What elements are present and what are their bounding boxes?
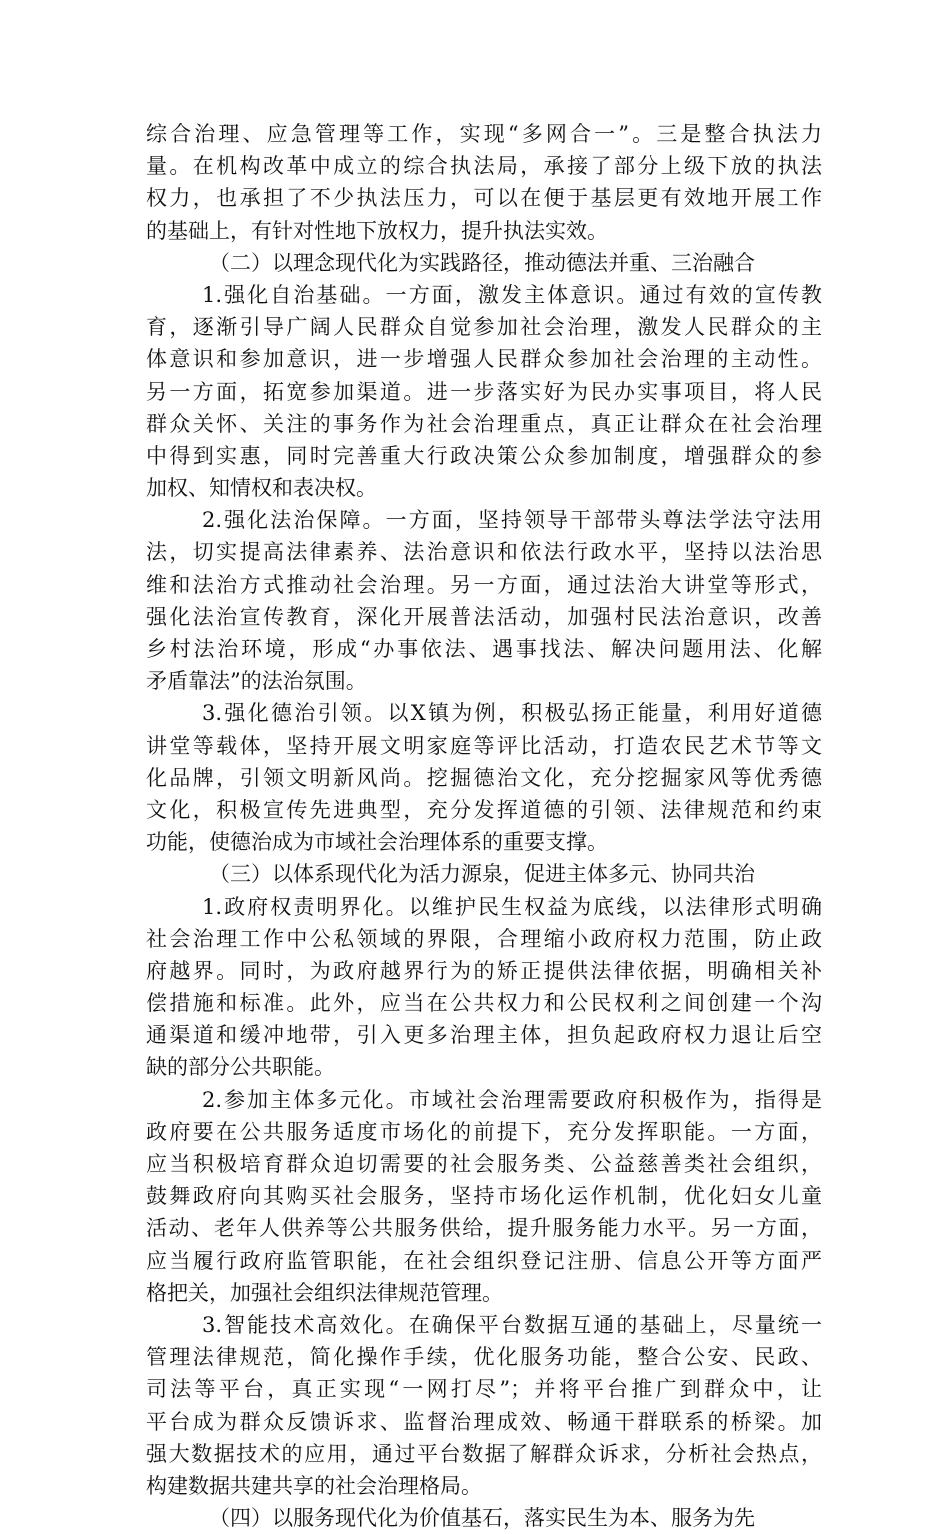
paragraph-line: 育，逐渐引导广阔人民群众自觉参加社会治理，激发人民群众的主 (146, 315, 822, 340)
paragraph-line: 2.强化法治保障。一方面，坚持领导干部带头尊法学法守法用 (202, 508, 822, 533)
paragraph-line: 偿措施和标准。此外，应当在公共权力和公民权利之间创建一个沟 (146, 991, 822, 1016)
paragraph-line: 强化法治宣传教育，深化开展普法活动，加强村民法治意识，改善 (146, 604, 822, 629)
paragraph-line: 3.智能技术高效化。在确保平台数据互通的基础上，尽量统一 (202, 1312, 822, 1337)
paragraph-line: 矛盾靠法”的法治氛围。 (146, 669, 367, 694)
paragraph-line: 综合治理、应急管理等工作，实现“多网合一”。三是整合执法力 (146, 122, 822, 146)
paragraph-line: 应当履行政府监管职能，在社会组织登记注册、信息公开等方面严 (146, 1248, 822, 1273)
paragraph-line: 1.强化自治基础。一方面，激发主体意识。通过有效的宣传教 (202, 282, 822, 307)
paragraph-line: 通渠道和缓冲地带，引入更多治理主体，担负起政府权力退让后空 (146, 1023, 822, 1048)
paragraph-line: 的基础上，有针对性地下放权力，提升执法实效。 (146, 218, 608, 243)
paragraph-line: 化品牌，引领文明新风尚。挖掘德治文化，充分挖掘家风等优秀德 (146, 765, 822, 790)
paragraph-line: 社会治理工作中公私领域的界限，合理缩小政府权力范围，防止政 (146, 926, 822, 951)
paragraph-line: 功能，使德治成为市域社会治理体系的重要支撑。 (146, 830, 608, 855)
paragraph-line: 缺的部分公共职能。 (146, 1055, 335, 1080)
paragraph-line: 权力，也承担了不少执法压力，可以在便于基层更有效地开展工作 (146, 186, 822, 211)
paragraph-line: 府越界。同时，为政府越界行为的矫正提供法律依据，明确相关补 (146, 958, 822, 983)
paragraph-line: 格把关，加强社会组织法律规范管理。 (146, 1280, 503, 1305)
section-heading: （三）以体系现代化为活力源泉，促进主体多元、协同共治 (209, 862, 755, 887)
paragraph-line: 量。在机构改革中成立的综合执法局，承接了部分上级下放的执法 (146, 154, 822, 179)
paragraph-line: 另一方面，拓宽参加渠道。进一步落实好为民办实事项目，将人民 (146, 379, 822, 404)
paragraph-line: 司法等平台，真正实现“一网打尽”；并将平台推广到群众中，让 (146, 1377, 822, 1402)
section-heading: （二）以理念现代化为实践路径，推动德法并重、三治融合 (209, 250, 755, 275)
document-body (146, 118, 822, 1534)
paragraph-line: 1.政府权责明界化。以维护民生权益为底线，以法律形式明确 (202, 894, 822, 919)
paragraph-line: 体意识和参加意识，进一步增强人民群众参加社会治理的主动性。 (146, 347, 822, 372)
paragraph-line: 3.强化德治引领。以X镇为例，积极弘扬正能量，利用好道德 (202, 701, 822, 726)
paragraph-line: 管理法律规范，简化操作手续，优化服务功能，整合公安、民政、 (146, 1345, 822, 1370)
paragraph-line: 平台成为群众反馈诉求、监督治理成效、畅通干群联系的桥梁。加 (146, 1409, 822, 1434)
paragraph-line: 维和法治方式推动社会治理。另一方面，通过法治大讲堂等形式， (146, 572, 822, 597)
section-heading: （四）以服务现代化为价值基石，落实民生为本、服务为先 (209, 1506, 755, 1531)
paragraph-line: 法，切实提高法律素养、法治意识和依法行政水平，坚持以法治思 (146, 540, 822, 565)
paragraph-line: 乡村法治环境，形成“办事依法、遇事找法、解决问题用法、化解 (146, 637, 822, 661)
paragraph-line: 讲堂等载体，坚持开展文明家庭等评比活动，打造农民艺术节等文 (146, 733, 822, 758)
paragraph-line: 应当积极培育群众迫切需要的社会服务类、公益慈善类社会组织， (146, 1152, 822, 1176)
paragraph-line: 文化，积极宣传先进典型，充分发挥道德的引领、法律规范和约束 (146, 797, 822, 822)
paragraph-line: 2.参加主体多元化。市域社会治理需要政府积极作为，指得是 (202, 1087, 822, 1112)
paragraph-line: 政府要在公共服务适度市场化的前提下，充分发挥职能。一方面， (146, 1119, 822, 1144)
paragraph-line: 活动、老年人供养等公共服务供给，提升服务能力水平。另一方面， (146, 1216, 822, 1241)
paragraph-line: 强大数据技术的应用，通过平台数据了解群众诉求，分析社会热点， (146, 1441, 822, 1466)
paragraph-line: 加权、知情权和表决权。 (146, 476, 377, 501)
paragraph-line: 构建数据共建共享的社会治理格局。 (146, 1473, 482, 1498)
paragraph-line: 鼓舞政府向其购买社会服务，坚持市场化运作机制，优化妇女儿童 (146, 1184, 822, 1209)
paragraph-line: 中得到实惠，同时完善重大行政决策公众参加制度，增强群众的参 (146, 443, 822, 468)
paragraph-line: 群众关怀、关注的事务作为社会治理重点，真正让群众在社会治理 (146, 411, 822, 436)
